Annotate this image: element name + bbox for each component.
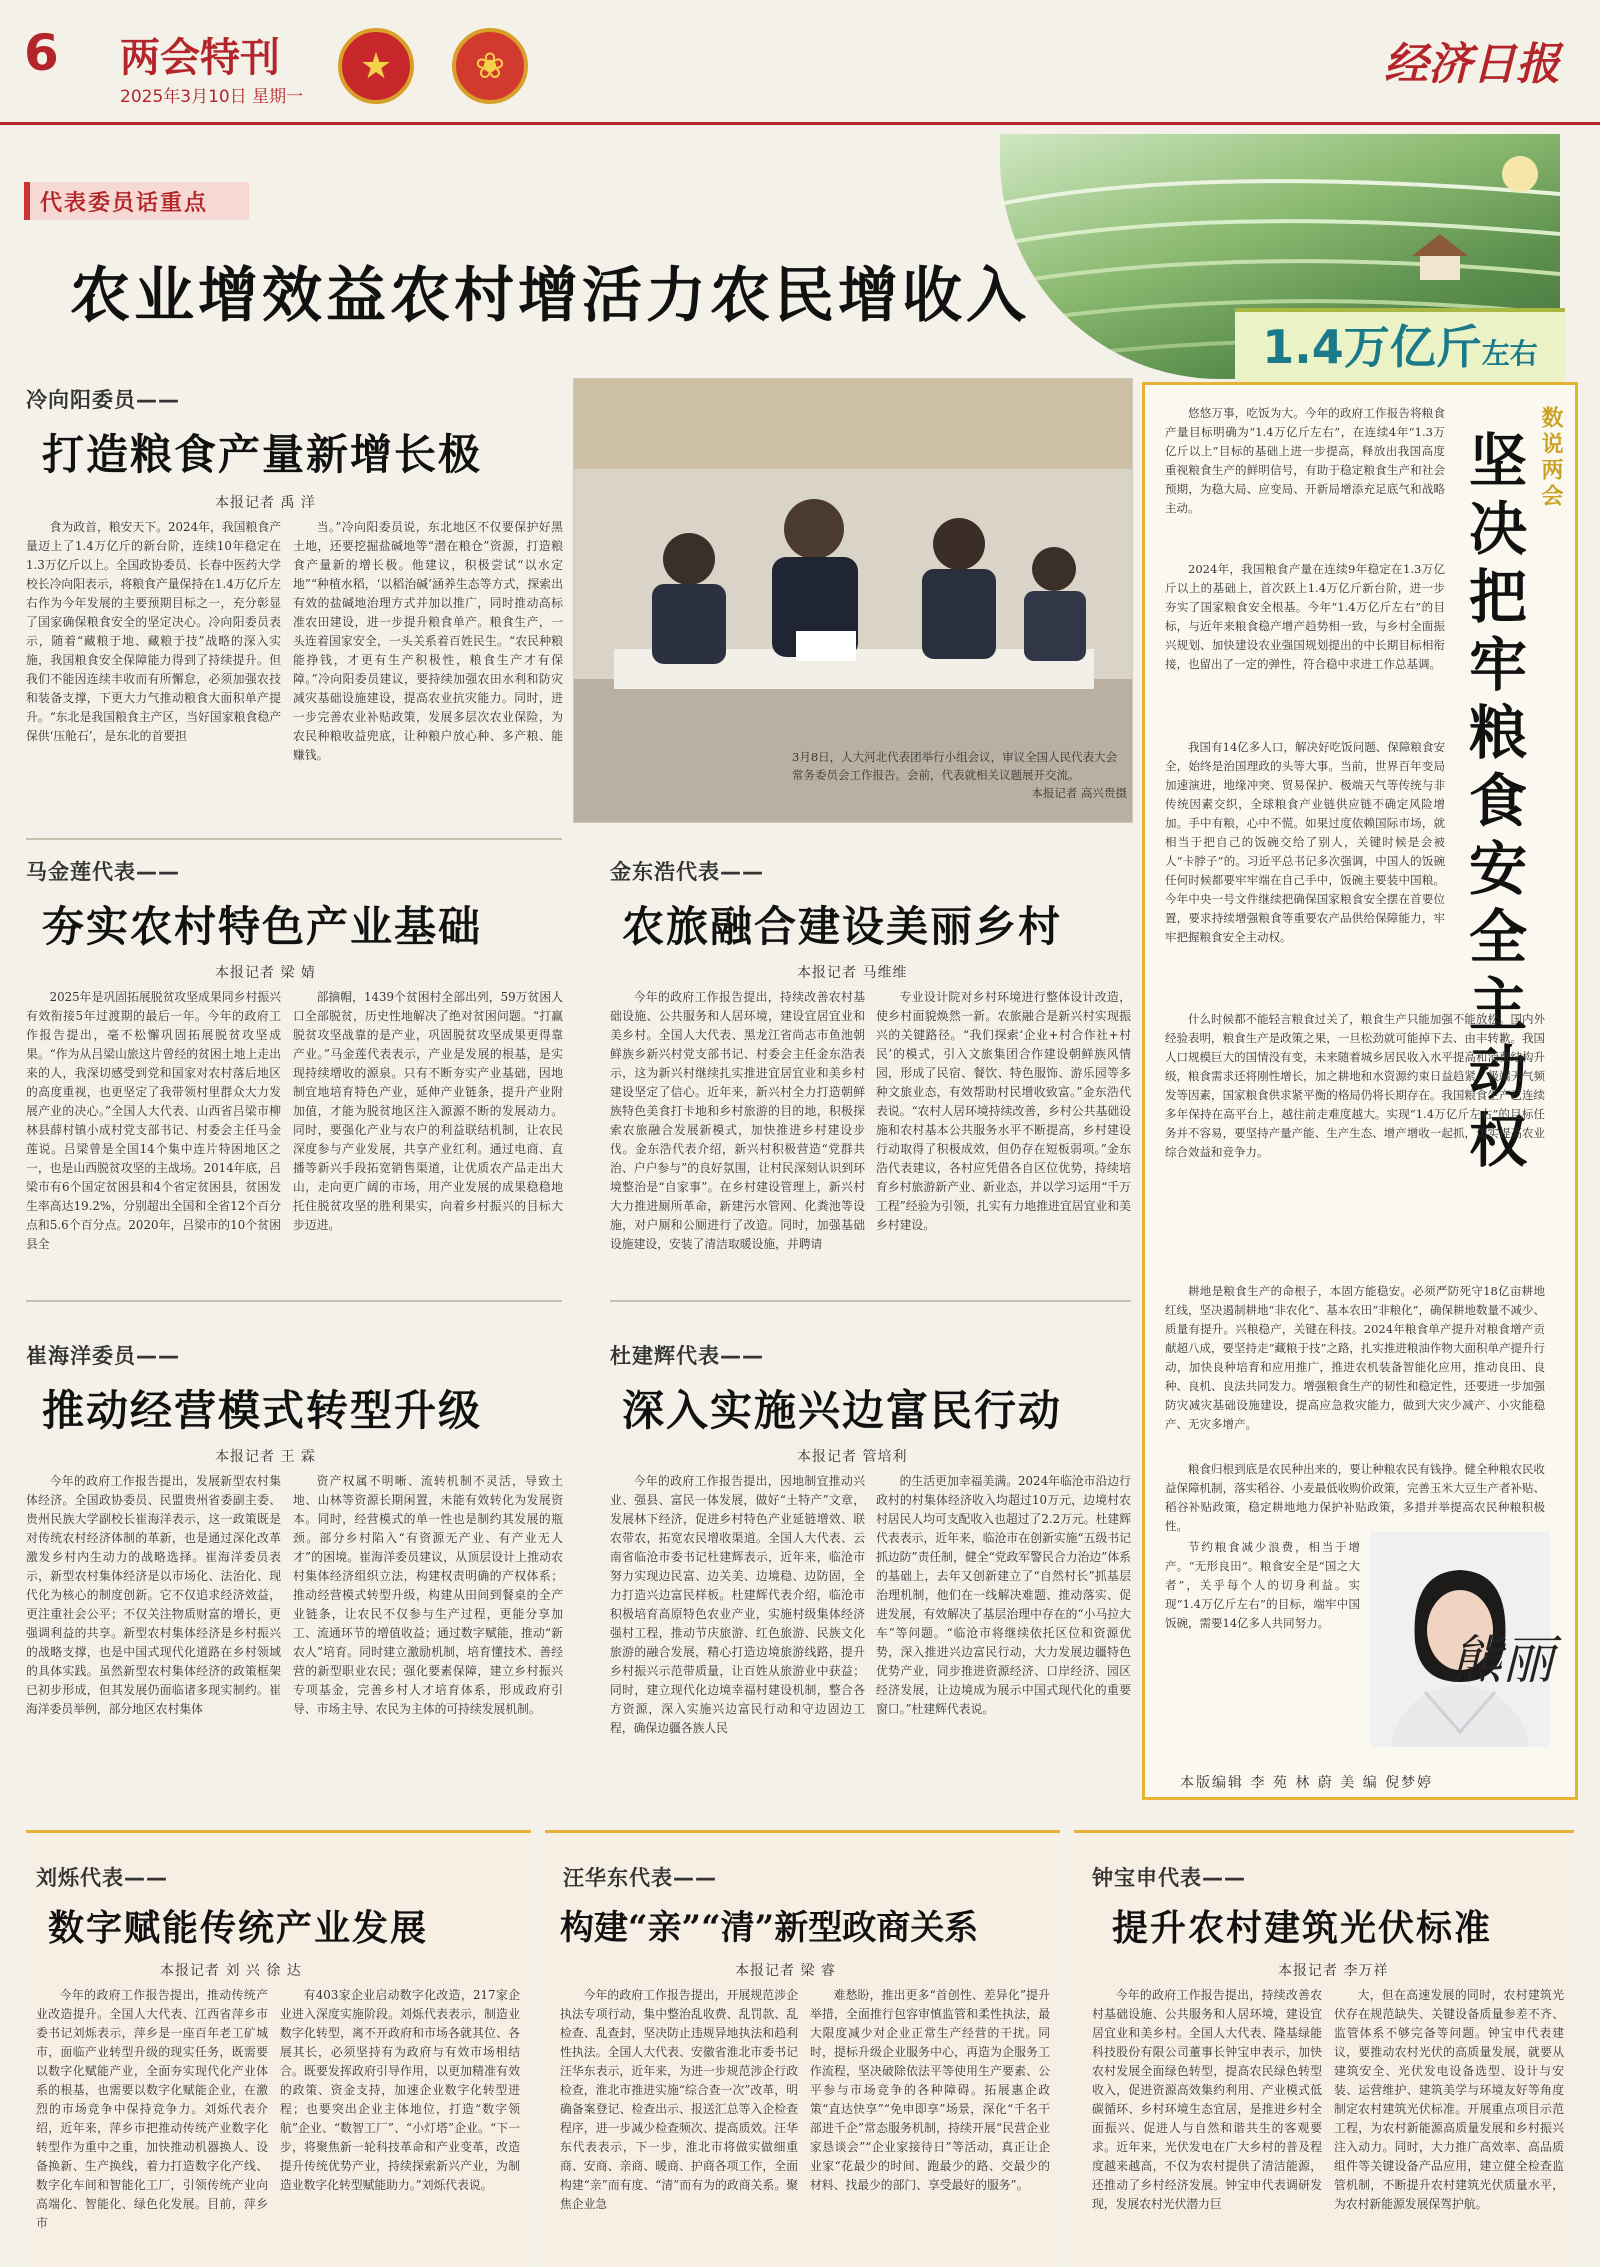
article-body: 今年的政府工作报告提出，持续改善农村基础设施、公共服务和人居环境，建设宜居宜业和美乡村。全国人大代表、黑龙江省尚志市鱼池朝鲜族乡新兴村党支部书记、村委会主任金东浩表示，这为新兴村继续扎实推进宜居宜业和美乡村建设坚定了信心。近年来，新兴村全力打造朝鲜族特色美食打卡地和乡村旅游的目的地，积极探索农旅融合发展新模式，加快推进乡村建设步伐。金东浩代表介绍，新兴村积极营造“党群共治、户户参与”的良好氛围，让村民深刻认识到环境整治是“自家事”。在乡村建设管理上，新兴村大力推进厕所革命，新建污水管网、化粪池等设施，对户厕和公厕进行了改造。同时，加强基础设施建设，安装了清洁取暖设施，并聘请 — [610, 990, 865, 1251]
article-title: 打造粮食产量新增长极 — [42, 430, 483, 479]
article-body: 今年的政府工作报告提出，推动传统产业改造提升。全国人大代表、江西省萍乡市委书记刘烁表示，萍乡是一座百年老工矿城市，面临产业转型升级的现实任务，既需要以数字化赋能产业，全面夯实现代化产业体系的根基，也需要以数字化赋能企业，在激烈的市场竞争中保持竞争力。刘烁代表介绍，近年来，萍乡市把推动传统产业数字化转型作为重中之重，加快推动机器换人、设备换新、生产换线，着力打造数字化产线、数字化车间和智能化工厂，引领传统产业向高端化、智能化、绿色化发展。目前，萍乡市 — [36, 1988, 268, 2230]
article-rep-label: 金东浩代表—— — [610, 860, 764, 884]
author-signature: 熊丽 — [1450, 1631, 1555, 1691]
article-rep-label: 马金莲代表—— — [26, 860, 180, 884]
section-divider — [610, 1300, 1131, 1302]
article-body: 大，但在高速发展的同时，农村建筑光伏存在规范缺失、关键设备质量参差不齐、监管体系不够完备等问题。钟宝申代表建议，要推动农村光伏的高质量发展，就要从建筑安全、光伏发电设备选型、设计与安装、运营维护、建筑美学与环境友好等角度制定农村建筑光伏标准。开展重点项目示范工程，为农村新能源高质量发展和乡村振兴注入动力。同时，大力推广高效率、高品质组件等关键设备产品应用，建立健全检查监管机制，不断提升农村建筑光伏质量水平，为农村新能源发展保驾护航。 — [1334, 1988, 1564, 2211]
article-body: 当。”冷向阳委员说，东北地区不仅要保护好黑土地，还要挖掘盐碱地等“潜在粮仓”资源，打造粮食产量新的增长极。他建议，积极尝试“以水定地”“种植水稻，‘以稻治碱’涵养生态等方式，探索出有效的盐碱地治理方式并加以推广，同时推动高标准农田建设，进一步提升粮食单产。粮食生产，一头连着国家安全，一头关系着百姓民生。“农民种粮能挣钱，才更有生产积极性，粮食生产才有保障。”冷向阳委员建议，要持续加强农田水利和防灾减灾基础设施建设，提高农业抗灾能力。同时，进一步完善农业补贴政策，发展多层次农业保险，为农民种粮收益兜底，让种粮户放心种、多产粮、能赚钱。 — [293, 520, 563, 762]
article-title: 构建“亲”“清”新型政商关系 — [560, 1908, 979, 1948]
caption-text: 3月8日，人大河北代表团举行小组会议，审议全国人民代表大会常务委员会工作报告。会前，代表就相关议题展开交流。 — [792, 750, 1118, 782]
sidebar-paragraph: 2024年，我国粮食产量在连续9年稳定在1.3万亿斤以上的基础上，首次跃上1.4万亿斤新台阶，进一步夯实了国家粮食安全根基。今年“1.4万亿斤左右”的目标，与近年来粮食稳产增产趋势相一致，与乡村全面振兴规划、加快建设农业强国规划提出的中长期目标相衔接，也留出了一定的弹性，符合稳中求进工作总基调。 — [1165, 562, 1445, 671]
section-divider — [26, 1300, 562, 1302]
sidebar-paragraph: 悠悠万事，吃饭为大。今年的政府工作报告将粮食产量目标明确为“1.4万亿斤左右”，在连续4年“1.3万亿斤以上”目标的基础上进一步提高，释放出我国高度重视粮食生产的鲜明信号，有助于稳定粮食生产和社会预期，为稳大局、应变局、开新局增添充足底气和战略主动。 — [1165, 406, 1445, 515]
article-byline: 本报记者 刘 兴 徐 达 — [160, 1963, 302, 1979]
article-rep-label: 冷向阳委员—— — [26, 388, 180, 412]
page-editors: 本版编辑 李 苑 林 蔚 美 编 倪梦婷 — [1180, 1775, 1434, 1791]
paper-name: 经济日报 — [1384, 39, 1560, 90]
article-body: 难愁盼，推出更多“首创性、差异化”提升举措，全面推行包容审慎监管和柔性执法，最大限度减少对企业正常生产经营的干扰。同时，提标升级企业服务中心，再造为企服务工作流程，坚决破除依法平等使用生产要素、公平参与市场竞争的各种障碍。拓展惠企政策“直达快享”“免申即享”场景，深化“千名干部进千企”常态服务机制，持续开展“民营企业家恳谈会”“企业家接待日”等活动，真正让企业家“花最少的时间、跑最少的路、交最少的材料、找最少的部门、享受最好的服务”。 — [810, 1988, 1050, 2192]
sidebar-figure: 1.4万亿斤 — [1262, 320, 1482, 374]
article-body: 2025年是巩固拓展脱贫攻坚成果同乡村振兴有效衔接5年过渡期的最后一年。今年的政府工作报告提出，毫不松懈巩固拓展脱贫攻坚成果。“作为从吕梁山旅这片曾经的贫困土地上走出来的人，我深切感受到党和国家对农村落后地区的高度重视，也更坚定了我带领村里群众大力发展产业的决心。”全国人大代表、山西省吕梁市柳林县薛村镇小成村党支部书记、村委会主任马金莲说。吕梁曾是全国14个集中连片特困地区之一，也是山西脱贫攻坚的主战场。2014年底，吕梁市有6个国定贫困县和4个省定贫困县，贫困发生率高达19.2%，分别超出全国和全省12个百分点和5.6个百分点。2020年，吕梁市的10个贫困县全 — [26, 990, 281, 1251]
section-kicker: 代表委员话重点 — [24, 182, 249, 220]
article-byline: 本报记者 梁 睿 — [735, 1963, 836, 1979]
article-rep-label: 崔海洋委员—— — [26, 1344, 180, 1368]
page-number: 6 — [24, 24, 59, 82]
article-title: 推动经营模式转型升级 — [42, 1386, 483, 1435]
section-title: 两会特刊 — [120, 34, 280, 81]
sidebar-figure-suffix: 左右 — [1481, 337, 1538, 370]
header-rule — [0, 122, 1600, 125]
section-divider — [26, 838, 562, 840]
cppcc-emblem-icon: ❀ — [452, 28, 528, 104]
sidebar-paragraph: 节约粮食减少浪费，相当于增产。“无形良田”。粮食安全是“国之大者”，关乎每个人的切身利益。实现“1.4万亿斤左右”的目标，端牢中国饭碗，需要14亿多人共同努力。 — [1165, 1540, 1360, 1630]
article-body: 资产权属不明晰、流转机制不灵活，导致土地、山林等资源长期闲置，未能有效转化为发展资本。同时，经营模式的单一性也是制约其发展的瓶颈。部分乡村陷入“有资源无产业、有产业无人才”的困境。崔海洋委员建议，从顶层设计上推动农村集体经济组织立法，构建权责明确的产权体系；推动经营模式转型升级，构建从田间到餐桌的全产业链条，让农民不仅参与生产过程，更能分享加工、流通环节的增值收益；通过数字赋能，推动“新农人”培育。同时建立激励机制，培育懂技术、善经营的新型职业农民；强化要素保障，建立乡村振兴专项基金，完善乡村人才培育体系，形成政府引导、市场主导、农民为主体的可持续发展机制。 — [293, 1474, 563, 1716]
article-body: 今年的政府工作报告提出，发展新型农村集体经济。全国政协委员、民盟贵州省委副主委、贵州民族大学副校长崔海洋表示，这一政策既是对传统农村经济体制的革新，也是通过深化改革激发乡村内生动力的战略选择。崔海洋委员表示，新型农村集体经济是以市场化、法治化、现代化为核心的制度创新。它不仅追求经济效益，更注重社会公平；不仅关注物质财富的增长，更强调利益的共享。新型农村集体经济是乡村振兴的战略支撑，也是中国式现代化道路在乡村领域的具体实践。虽然新型农村集体经济的政策框架已初步形成，但其发展仍面临诸多现实制约。崔海洋委员举例，部分地区农村集体 — [26, 1474, 281, 1716]
sidebar-title: 坚决把牢粮食安全主动权 — [1459, 430, 1527, 1178]
article-body: 有403家企业启动数字化改造，217家企业进入深度实施阶段。刘烁代表表示，制造业数字化转型，离不开政府和市场各就其位、各展其长，必须坚持有为政府与有效市场相结合。既要发挥政府引导作用，以更加精准有效的政策、资金支持，加速企业数字化转型进程；也要突出企业主体地位，打造“数字领航”企业、“数智工厂”、“小灯塔”企业。“下一步，将聚焦新一轮科技革命和产业变革，改造提升传统优势产业，持续探索新兴产业，为制造业数字化转型赋能助力。”刘烁代表说。 — [280, 1988, 520, 2192]
article-rep-label: 刘烁代表—— — [36, 1866, 168, 1890]
page-headline: 农业增效益农村增活力农民增收入 — [70, 261, 1030, 331]
photo-credit: 本报记者 高兴贵摄 — [1031, 786, 1127, 800]
article-byline: 本报记者 马维维 — [797, 965, 908, 981]
article-body: 今年的政府工作报告提出，开展规范涉企执法专项行动，集中整治乱收费、乱罚款、乱检查、乱查封，坚决防止违规异地执法和趋利性执法。全国人大代表、安徽省淮北市委书记汪华东表示，近年来，为进一步规范涉企行政检查，淮北市推进实施“综合查一次”改革，明确备案登记、检查出示、报送汇总等入企检查程序，进一步减少检查频次、提高质效。汪华东代表表示，下一步，淮北市将做实做细重商、安商、亲商、暖商、护商各项工作，全面构建“亲”而有度、“清”而有为的政商关系。聚焦企业急 — [560, 1988, 798, 2211]
article-title: 深入实施兴边富民行动 — [622, 1386, 1063, 1435]
article-body: 食为政首，粮安天下。2024年，我国粮食产量迈上了1.4万亿斤的新台阶，连续10年稳定在1.3万亿斤以上。全国政协委员、长春中医药大学校长冷向阳表示，将粮食产量保持在1.4万亿斤左右作为今年发展的主要预期目标之一，充分彰显了国家确保粮食安全的坚定决心。冷向阳委员表示，随着“藏粮于地、藏粮于技”战略的深入实施，我国粮食安全保障能力得到了持续提升。但我们不能因连续丰收而有所懈怠，必须加强农技和装备支撑，下更大力气推动粮食大面积单产提升。“东北是我国粮食主产区，当好国家粮食稳产保供‘压舱石’，是东北的首要担 — [26, 520, 281, 743]
article-byline: 本报记者 梁 婧 — [215, 965, 316, 981]
article-rep-label: 汪华东代表—— — [563, 1866, 717, 1890]
article-byline: 本报记者 李万祥 — [1278, 1963, 1389, 1979]
article-body: 今年的政府工作报告提出，因地制宜推动兴业、强县、富民一体发展，做好“土特产”文章，发展林下经济，促进乡村特色产业延链增效、联农带农，拓宽农民增收渠道。全国人大代表、云南省临沧市委书记杜建辉表示，近年来，临沧市努力实现边民富、边关美、边境稳、边防固，全力打造兴边富民样板。杜建辉代表介绍，临沧市积极培育高原特色农业产业，实施村级集体经济强村工程，推动节庆旅游、红色旅游、民族文化旅游的融合发展，精心打造边境旅游线路，提升乡村振兴示范带质量，让百姓从旅游业中获益；同时，建立现代化边境幸福村建设机制，整合各方资源，深入实施兴边富民行动和守边固边工程，确保边疆各族人民 — [610, 1474, 865, 1735]
article-body: 今年的政府工作报告提出，持续改善农村基础设施、公共服务和人居环境，建设宜居宜业和美乡村。全国人大代表、隆基绿能科技股份有限公司董事长钟宝申表示，加快农村发展全面绿色转型，提高农民绿色转型收入，促进资源高效集约利用、产业模式低碳循环、乡村环境生态宜居，是推进乡村全面振兴、促进人与自然和谐共生的客观要求。近年来，光伏发电在广大乡村的普及程度越来越高，不仅为农村提供了清洁能源，还推动了乡村经济发展。钟宝申代表调研发现，发展农村光伏潜力巨 — [1092, 1988, 1322, 2211]
article-title: 数字赋能传统产业发展 — [48, 1907, 429, 1949]
article-title: 提升农村建筑光伏标准 — [1112, 1907, 1493, 1949]
article-body: 部摘帽，1439个贫困村全部出列，59万贫困人口全部脱贫，历史性地解决了绝对贫困问题。“打赢脱贫攻坚战靠的是产业，巩固脱贫攻坚成果更得靠产业。”马金莲代表表示，产业是发展的根基，是实现持续增收的源泉。只有不断夯实产业基础，因地制宜地培育特色产业，延伸产业链条，提升产业附加值，才能为脱贫地区注入源源不断的发展动力。同时，要强化产业与农户的利益联结机制，让农民深度参与产业发展，共享产业红利。通过电商、直播等新兴手段拓宽销售渠道，让优质农产品走出大山，走向更广阔的市场，用产业发展的成果稳稳地托住脱贫攻坚的胜利果实，向着乡村振兴的目标大步迈进。 — [293, 990, 563, 1232]
sidebar-paragraph: 我国有14亿多人口，解决好吃饭问题、保障粮食安全，始终是治国理政的头等大事。当前，世界百年变局加速演进，地缘冲突、贸易保护、极端天气等传统与非传统因素交织，全球粮食产业链供应链不确定风险增加。手中有粮，心中不慌。如果过度依赖国际市场，就相当于把自己的饭碗交给了别人，关键时候是会被人“卡脖子”的。习近平总书记多次强调，中国人的饭碗任何时候都要牢牢端在自己手中，饭碗主要装中国粮。今年中央一号文件继续把确保国家粮食安全摆在首要位置，要求持续增强粮食等重要农产品供给保障能力，牢牢把握粮食安全主动权。 — [1165, 740, 1445, 944]
sidebar-paragraph: 粮食归根到底是农民种出来的，要让种粮农民有钱挣。健全种粮农民收益保障机制，落实稻谷、小麦最低收购价政策，完善玉米大豆生产者补贴、稻谷补贴政策，稳定耕地地力保护补贴政策，多措并举提高农民种粮积极性。 — [1165, 1462, 1545, 1533]
article-byline: 本报记者 王 霖 — [215, 1449, 316, 1465]
article-byline: 本报记者 管培利 — [797, 1449, 908, 1465]
article-body: 的生活更加幸福美满。2024年临沧市沿边行政村的村集体经济收入均超过10万元，边境村农村居民人均可支配收入也超过了2.2万元。杜建辉代表表示，近年来，临沧市在创新实施“五级书记抓边防”责任制，健全“党政军警民合力治边”体系的基础上，去年又创新建立了“自然村长”抓基层治理机制，他们在一线解决难题、推动落实、促进发展，有效解决了基层治理中存在的“小马拉大车”等问题。“临沧市将继续依托区位和资源优势，深入推进兴边富民行动，大力发展边疆特色优势产业，同步推进资源经济、口岸经济、园区经济发展，让边境成为展示中国式现代化的重要窗口。”杜建辉代表说。 — [876, 1474, 1131, 1716]
sidebar-paragraph: 耕地是粮食生产的命根子，本固方能稳安。必须严防死守18亿亩耕地红线，坚决遏制耕地“非农化”、基本农田“非粮化”，确保耕地数量不减少、质量有提升。兴粮稳产，关键在科技。2024年粮食单产提升对粮食增产贡献超八成，要坚持走“藏粮于技”之路，扎实推进粮油作物大面积单产提升行动，加快良种培育和应用推广，推进农机装备智能化应用，推动良田、良种、良机、良法共同发力。增强粮食生产的韧性和稳定性，还要进一步加强防灾减灾基础设施建设，提高应急救灾能力，做到大灾少减产、小灾能稳产、无灾多增产。 — [1165, 1284, 1545, 1431]
article-rep-label: 杜建辉代表—— — [610, 1344, 764, 1368]
photo-caption — [792, 748, 1127, 802]
sidebar-column-label: 数说两会 — [1538, 406, 1564, 510]
article-title: 夯实农村特色产业基础 — [42, 902, 483, 951]
article-title: 农旅融合建设美丽乡村 — [622, 902, 1063, 951]
sidebar-paragraph: 什么时候都不能轻言粮食过关了，粮食生产只能加强不能放松。国内外经验表明，粮食生产是政策之果，一旦松劲就可能掉下去、由丰转歉。我国人口规模巨大的国情没有变，未来随着城乡居民收入水平提高和消费结构升级，粮食需求还将刚性增长，加之耕地和水资源约束日益趋紧、极端天气频发等因素，国家粮食供求紧平衡的格局仍将长期存在。我国粮食生产已连续多年保持在高平台上，越往前走难度越大。实现“1.4万亿斤左右”的目标任务并不容易，要坚持产量产能、生产生态、增产增收一起抓，切实提高农业综合效益和竞争力。 — [1165, 1012, 1545, 1159]
article-byline: 本报记者 禹 洋 — [215, 495, 316, 511]
national-emblem-icon: ★ — [338, 28, 414, 104]
sidebar-figure-tag — [1235, 308, 1565, 382]
article-body: 专业设计院对乡村环境进行整体设计改造，使乡村面貌焕然一新。农旅融合是新兴村实现振兴的关键路径。“我们探索‘企业+村合作社+村民’的模式，引入文旅集团合作建设朝鲜族风情园，形成了民宿、餐饮、特色服饰、游乐园等多种文旅业态，有效帮助村民增收致富。”金东浩代表说。“农村人居环境持续改善，乡村公共基础设施和农村基本公共服务水平不断提高，乡村建设行动取得了积极成效，但仍存在短板弱项。”金东浩代表建议，各村应凭借各自区位优势，持续培育乡村旅游新产业、新业态，并以学习运用“千万工程”经验为引领，扎实有力地推进宜居宜业和美乡村建设。 — [876, 990, 1131, 1232]
issue-date: 2025年3月10日 星期一 — [120, 87, 304, 107]
article-rep-label: 钟宝申代表—— — [1092, 1866, 1246, 1890]
